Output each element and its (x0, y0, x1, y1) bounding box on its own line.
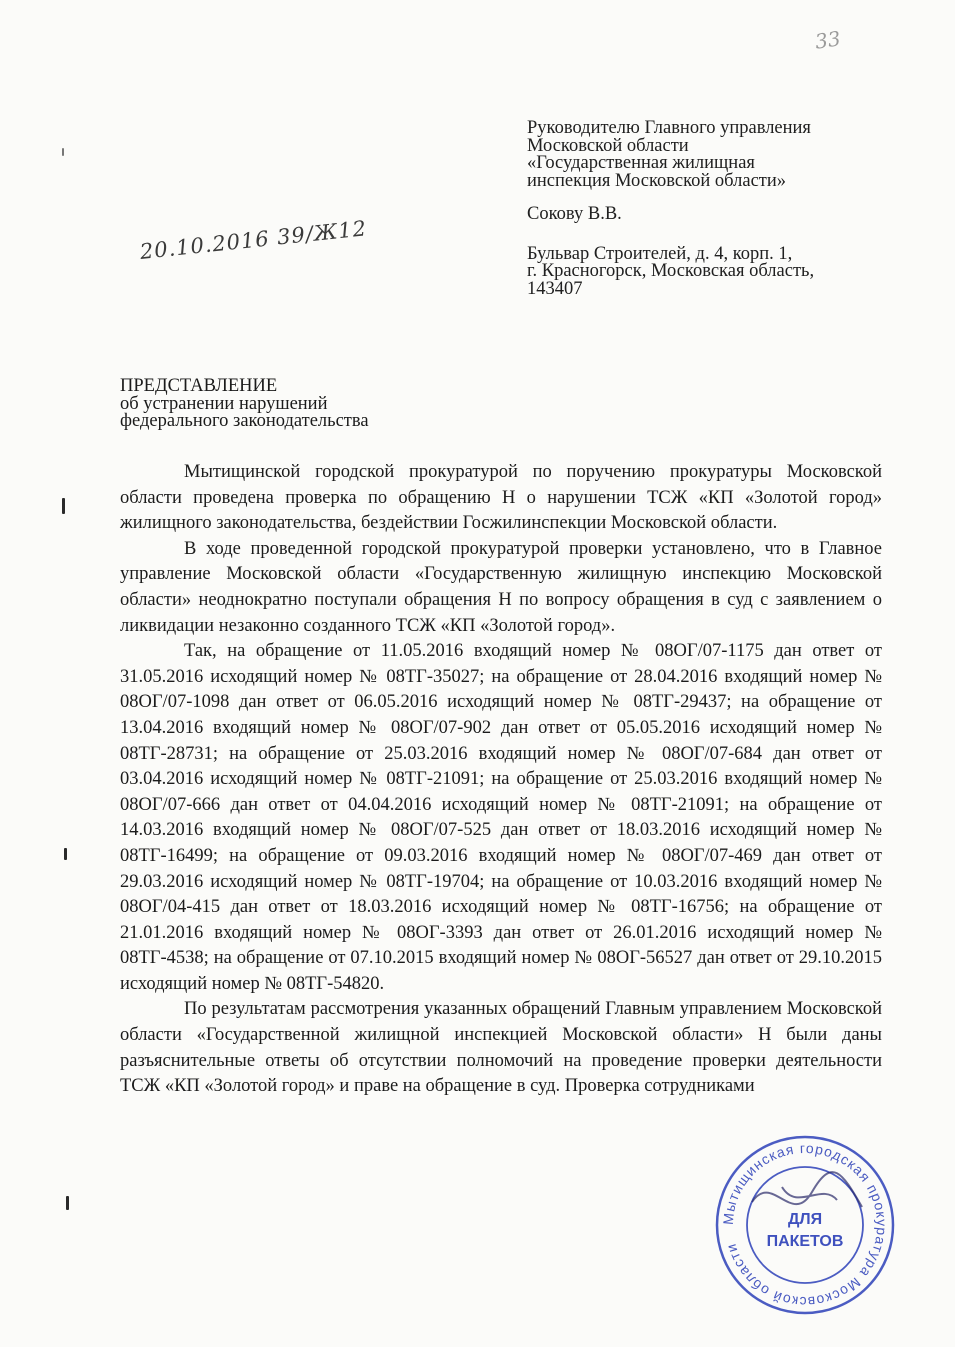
stamp-ring-textpath: Мытищинская городская прокуратура Московской области (719, 1139, 891, 1311)
stamp-center-line2: ПАКЕТОВ (766, 1233, 844, 1250)
recipient-title (527, 120, 927, 190)
address-line: Бульвар Строителей, д. 4, корп. 1, (527, 243, 793, 264)
title-subtitle: об устранении нарушений (120, 393, 328, 414)
recipient-name (527, 206, 927, 224)
recipient-address (527, 243, 927, 299)
stamp-center-line1: ДЛЯ (787, 1211, 823, 1228)
document-title (120, 378, 369, 431)
margin-mark (64, 848, 67, 860)
addressee-block (527, 120, 927, 314)
official-stamp (712, 1132, 898, 1318)
body-paragraph: Так, на обращение от 11.05.2016 входящий номер № 08ОГ/07-1175 дан ответ от 31.05.2016 исходящий номер № 08ТГ-35027; на обращение от 28.04.2016 входящий номер № 08ОГ/07-1098 дан ответ от 06.05.2016 исходящий номер № 08ТГ-29437; на обращение от 13.04.2016 входящий номер № 08ОГ/07-902 дан ответ от 05.05.2016 исходящий номер № 08ТГ-28731; на обращение от 25.03.2016 входящий номер № 08ОГ/07-684 дан ответ от 03.04.2016 исходящий номер № 08ТГ-21091; на обращение от 25.03.2016 входящий номер № 08ОГ/07-666 дан ответ от 04.04.2016 исходящий номер № 08ТГ-21091; на обращение от 14.03.2016 входящий номер № 08ОГ/07-525 дан ответ от 18.03.2016 исходящий номер № 08ТГ-16499; на обращение от 09.03.2016 входящий номер № 08ОГ/07-469 дан ответ от 29.03.2016 исходящий номер № 08ТГ-19704; на обращение от 10.03.2016 входящий номер № 08ОГ/04-415 дан ответ от 18.03.2016 исходящий номер № 08ТГ-16756; на обращение от 21.01.2016 входящий номер № 08ОГ-3393 дан ответ от 26.01.2016 исходящий номер № 08ТГ-4538; на обращение от 07.10.2015 входящий номер № 08ОГ-56527 дан ответ от 29.10.2015 исходящий номер № 08ТГ-54820. (120, 641, 882, 994)
recipient-line: «Государственная жилищная (527, 153, 755, 173)
title-heading: ПРЕДСТАВЛЕНИЕ (120, 376, 278, 396)
address-line: 143407 (527, 278, 583, 299)
body-paragraph: Мытищинской городской прокуратурой по поручению прокуратуры Московской области проведена проверка по обращению Н о нарушении ТСЖ «КП «Золотой город» жилищного законодательства, бездействии Госжилинспекции Московской области. (120, 462, 882, 534)
body-paragraph: В ходе проведенной городской прокуратурой проверки установлено, что в Главное управление Московской области «Государственную жилищную инспекцию Московской области» неоднократно поступали обращения Н по вопросу обращения в суд с заявлением о ликвидации незаконно созданного ТСЖ «КП «Золотой город». (120, 538, 882, 636)
document-body (120, 460, 882, 1100)
corner-handwritten-mark: 33 (813, 26, 842, 54)
handwritten-registration-note: 20.10.2016 39/Ж12 (138, 216, 369, 264)
recipient-line: инспекция Московской области» (527, 170, 787, 191)
recipient-line: Руководителю Главного управления (527, 118, 811, 138)
recipient-line: Московской области (527, 135, 689, 156)
margin-mark (66, 1196, 69, 1210)
body-paragraph: По результатам рассмотрения указанных обращений Главным управлением Московской области «Государственной жилищной инспекцией Московской области» Н были даны разъяснительные ответы об отсутствии полномочий на проведение проверки деятельности ТСЖ «КП «Золотой город» и праве на обращение в суд. Проверка сотрудниками (120, 999, 882, 1097)
signature-scribble (752, 1172, 862, 1207)
recipient-name-text: Сокову В.В. (527, 204, 622, 224)
margin-mark (62, 148, 64, 156)
margin-mark (62, 498, 65, 514)
address-line: г. Красногорск, Московская область, (527, 261, 815, 281)
title-subtitle: федерального законодательства (120, 411, 369, 431)
